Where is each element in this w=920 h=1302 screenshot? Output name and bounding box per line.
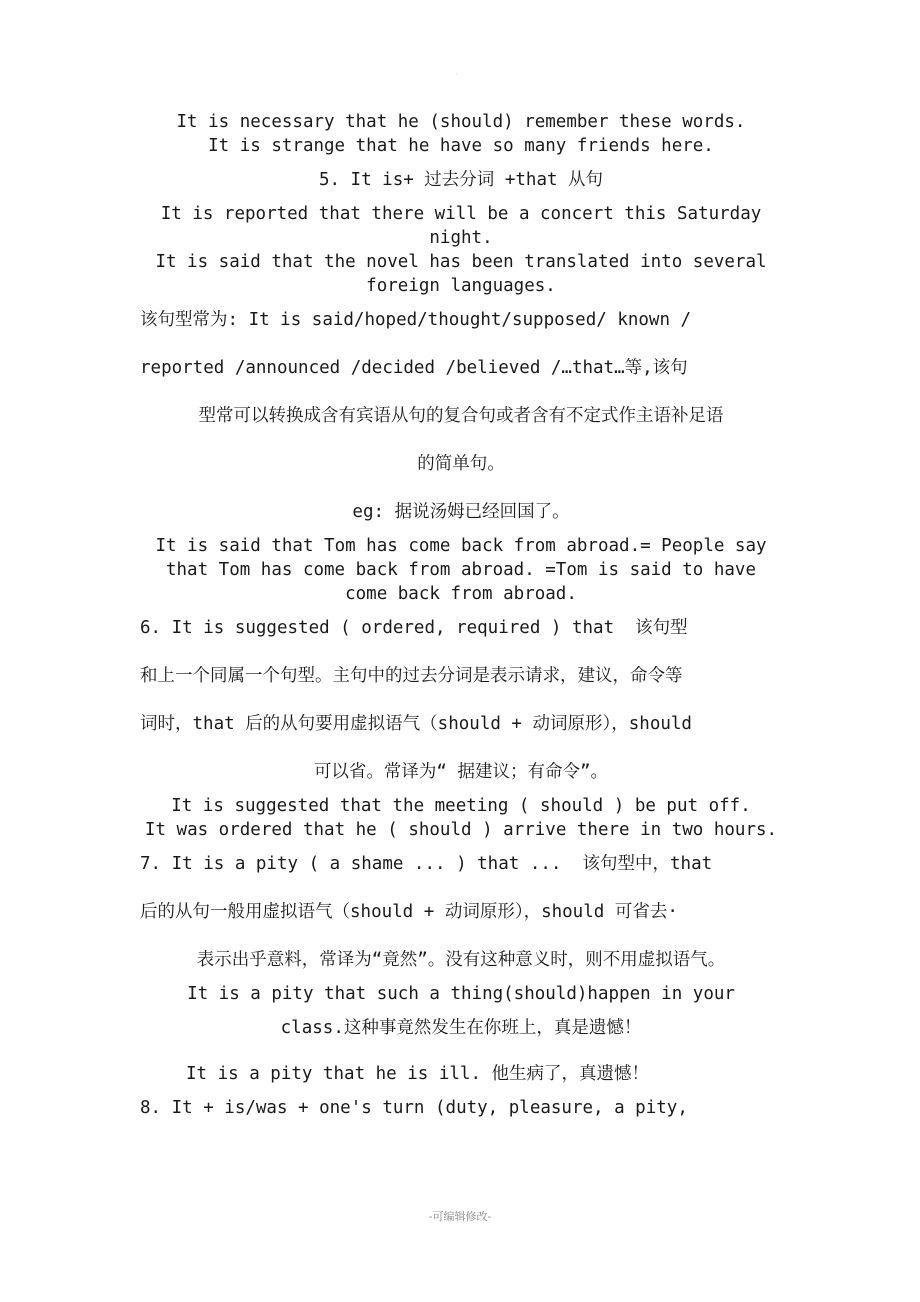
example-sentence-pity-2: It is a pity that he is ill. 他生病了，真遗憾！ — [186, 1064, 650, 1084]
example-sentence-necessary: It is necessary that he (should) remember these words. — [176, 112, 746, 132]
example-sentence-suggested: It is suggested that the meeting ( should ) be put off. — [171, 796, 751, 816]
explanation-line-2: reported /announced /decided /believed /…that…等,该句 — [140, 358, 688, 378]
example-sentence-pity-1: It is a pity that such a thing(should)happen in your — [187, 984, 735, 1004]
explanation-7-line-1: 后的从句一般用虚拟语气（should + 动词原形），should 可省去· — [140, 902, 678, 922]
explanation-line-4: 的简单句。 — [417, 454, 505, 474]
explanation-6-line-2: 词时，that 后的从句要用虚拟语气（should + 动词原形），should — [140, 714, 692, 734]
example-sentence-said: It is said that the novel has been translated into several foreign languages. — [155, 252, 778, 296]
explanation-7-line-2: 表示出乎意料，常译为“竟然”。没有这种意义时，则不用虚拟语气。 — [196, 950, 726, 970]
explanation-line-3: 型常可以转换成含有宾语从句的复合句或者含有不定式作主语补足语 — [198, 406, 724, 426]
section-heading-6: 6. It is suggested ( ordered, required ) that 该句型 — [140, 618, 688, 638]
section-heading-8: 8. It + is/was + one's turn (duty, pleasure, a pity, — [140, 1098, 688, 1118]
example-sentence-pity-1-translation: class.这种事竟然发生在你班上，真是遗憾！ — [280, 1018, 642, 1038]
section-heading-5: 5. It is+ 过去分词 +that 从句 — [318, 170, 604, 190]
example-sentence-strange: It is strange that he have so many friends here. — [208, 136, 714, 156]
section-heading-7: 7. It is a pity ( a shame ... ) that ... 该句型中，that — [140, 854, 713, 874]
explanation-6-line-3: 可以省。常译为“ 据建议；有命令”。 — [313, 762, 609, 782]
example-sentence-ordered: It was ordered that he ( should ) arrive there in two hours. — [144, 820, 778, 840]
example-label: eg: 据说汤姆已经回国了。 — [352, 502, 570, 522]
explanation-6-line-1: 和上一个同属一个句型。主句中的过去分词是表示请求，建议，命令等 — [140, 666, 683, 686]
header-mark: · — [455, 70, 458, 79]
document-body — [140, 110, 782, 1120]
page-footer: -可编辑修改- — [428, 1210, 492, 1223]
example-sentence-tom: It is said that Tom has come back from abroad.= People say that Tom has come back from abroad. =Tom is said to have come back from abroad. — [155, 536, 778, 604]
explanation-line-1: 该句型常为: It is said/hoped/thought/supposed/ known / — [140, 310, 692, 330]
example-sentence-reported: It is reported that there will be a concert this Saturday night. — [160, 204, 772, 248]
